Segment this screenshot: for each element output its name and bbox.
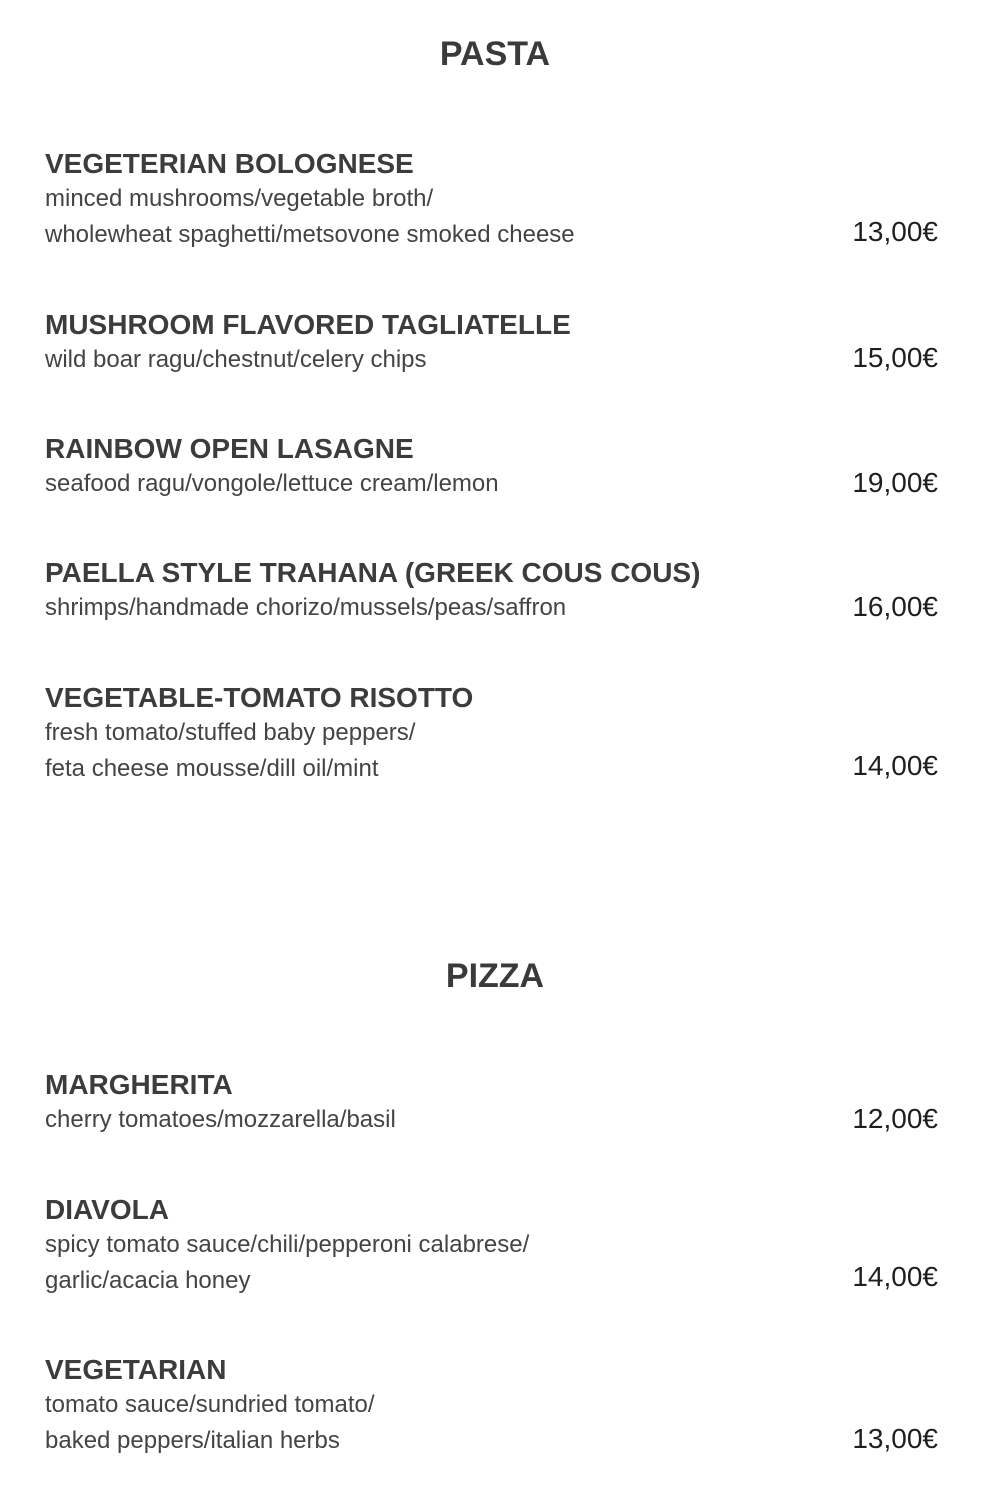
item-desc-line: cherry tomatoes/mozzarella/basil	[45, 1106, 396, 1133]
item-name: RAINBOW OPEN LASAGNE	[45, 433, 414, 464]
item-price: 19,00€	[852, 467, 938, 498]
item-name: VEGETERIAN BOLOGNESE	[45, 148, 414, 179]
item-desc-line: feta cheese mousse/dill oil/mint	[45, 755, 379, 782]
item-name: PAELLA STYLE TRAHANA (GREEK COUS COUS)	[45, 557, 701, 588]
item-desc-line: spicy tomato sauce/chili/pepperoni calabrese/	[45, 1231, 530, 1258]
item-name: VEGETABLE-TOMATO RISOTTO	[45, 682, 474, 713]
item-desc-line: garlic/acacia honey	[45, 1267, 251, 1294]
item-price: 13,00€	[852, 216, 938, 247]
item-desc-line: tomato sauce/sundried tomato/	[45, 1391, 375, 1418]
menu-item-rainbow-lasagne	[45, 432, 945, 502]
section-title-pizza: PIZZA	[445, 957, 545, 995]
item-desc-line: baked peppers/italian herbs	[45, 1427, 340, 1454]
item-desc-line: wholewheat spaghetti/metsovone smoked cheese	[45, 221, 575, 248]
item-price: 14,00€	[852, 750, 938, 781]
menu-item-mushroom-tagliatelle	[45, 308, 945, 378]
menu-item-paella-trahana	[45, 556, 945, 626]
item-desc-line: minced mushrooms/vegetable broth/	[45, 185, 434, 212]
menu-item-vegeterian-bolognese	[45, 147, 945, 253]
menu-item-vegetable-tomato-risotto	[45, 681, 945, 787]
item-name: MUSHROOM FLAVORED TAGLIATELLE	[45, 309, 571, 340]
menu-item-margherita	[45, 1068, 945, 1138]
item-desc-line: wild boar ragu/chestnut/celery chips	[45, 346, 427, 373]
menu-item-vegetarian	[45, 1353, 945, 1459]
section-title-pasta: PASTA	[439, 35, 551, 73]
item-price: 12,00€	[852, 1103, 938, 1134]
item-name: VEGETARIAN	[45, 1354, 227, 1385]
item-price: 15,00€	[852, 342, 938, 373]
item-price: 13,00€	[852, 1423, 938, 1454]
item-desc-line: shrimps/handmade chorizo/mussels/peas/saffron	[45, 594, 567, 621]
item-price: 14,00€	[852, 1261, 938, 1292]
item-name: MARGHERITA	[45, 1069, 233, 1100]
menu-item-diavola	[45, 1193, 945, 1299]
item-desc-line: fresh tomato/stuffed baby peppers/	[45, 719, 416, 746]
item-desc-line: seafood ragu/vongole/lettuce cream/lemon	[45, 470, 499, 497]
item-price: 16,00€	[852, 591, 938, 622]
item-name: DIAVOLA	[45, 1194, 169, 1225]
